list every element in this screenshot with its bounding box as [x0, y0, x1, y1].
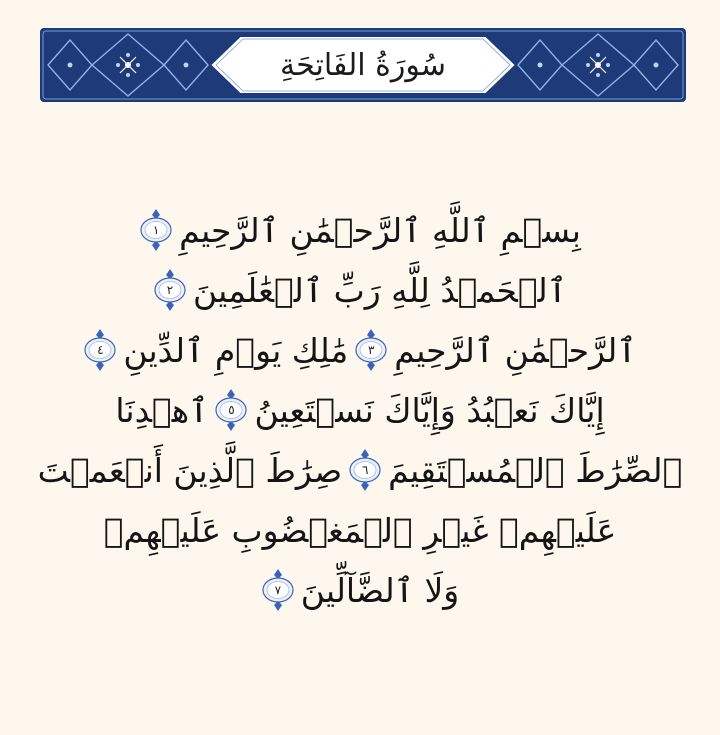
verse-text: بِسۡمِ ٱللَّهِ ٱلرَّحۡمَٰنِ ٱلرَّحِيمِ — [179, 210, 581, 250]
verse-line-2 — [100, 260, 620, 320]
ayah-marker-4 — [83, 328, 117, 372]
ayah-number: ٧ — [274, 583, 282, 597]
ayah-marker-5 — [214, 388, 248, 432]
verse-text: وَلَا ٱلضَّآلِّينَ — [300, 570, 460, 610]
ayah-number: ٥ — [228, 403, 235, 417]
ayah-marker-1 — [139, 208, 173, 252]
verse-line-6 — [100, 500, 620, 560]
ayah-number: ٤ — [97, 343, 104, 357]
verse-text: مَٰلِكِ يَوۡمِ ٱلدِّينِ — [123, 330, 349, 370]
verse-text: ٱهۡدِنَا — [115, 390, 209, 430]
verse-text: ٱلصِّرَٰطَ ٱلۡمُسۡتَقِيمَ — [388, 450, 683, 490]
ayah-number: ٣ — [368, 343, 375, 357]
verse-text: ٱلرَّحۡمَٰنِ ٱلرَّحِيمِ — [394, 330, 637, 370]
verse-line-4 — [100, 380, 620, 440]
verse-line-3 — [97, 320, 637, 380]
verse-text: صِرَٰطَ ٱلَّذِينَ أَنۡعَمۡتَ — [37, 450, 343, 490]
verse-text: عَلَيۡهِمۡ غَيۡرِ ٱلۡمَغۡضُوبِ عَلَيۡهِمۡ — [103, 510, 617, 550]
surah-header-banner — [40, 28, 686, 102]
surah-title: سُورَةُ الفَاتِحَةِ — [280, 47, 446, 83]
ayah-number: ٦ — [361, 463, 369, 477]
ayah-marker-2 — [153, 268, 187, 312]
verse-line-1 — [100, 200, 620, 260]
verse-text: إِيَّاكَ نَعۡبُدُ وَإِيَّاكَ نَسۡتَعِينُ — [254, 390, 605, 430]
ayah-number: ٢ — [166, 283, 174, 297]
verse-text: ٱلۡحَمۡدُ لِلَّهِ رَبِّ ٱلۡعَٰلَمِينَ — [192, 270, 568, 310]
verse-line-7 — [100, 560, 620, 620]
ayah-marker-3 — [354, 328, 388, 372]
ayah-marker-6 — [348, 448, 382, 492]
ayah-marker-7 — [261, 568, 295, 612]
verse-line-5 — [37, 440, 683, 500]
verses-block — [37, 200, 683, 620]
ayah-number: ١ — [152, 223, 160, 237]
